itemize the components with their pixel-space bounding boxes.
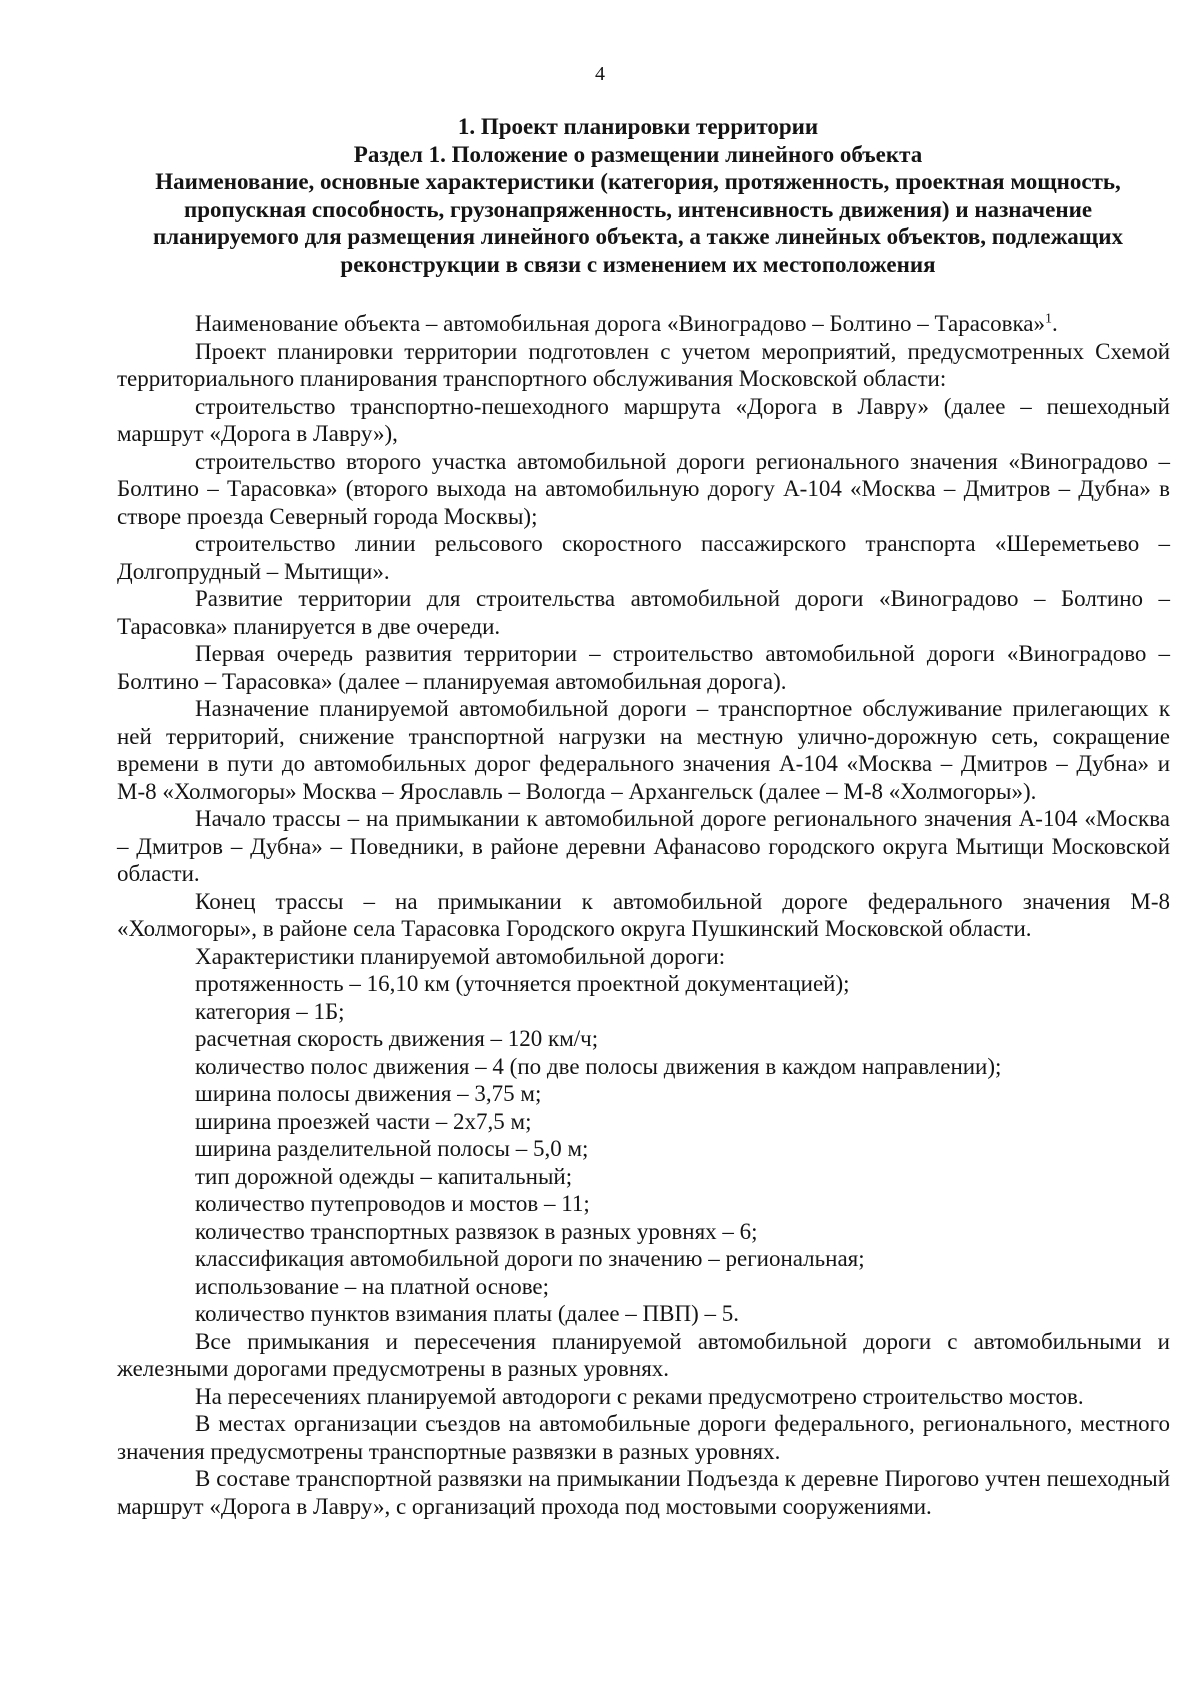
heading-description-line: пропускная способность, грузонапряженность, интенсивность движения) и назначение xyxy=(183,196,1093,222)
characteristic-item: количество полос движения – 4 (по две полосы движения в каждом направлении); xyxy=(195,1053,1002,1079)
page-number: 4 xyxy=(595,63,605,85)
paragraph: строительство транспортно-пешеходного маршрута «Дорога в Лавру» (далее – пешеходный маршрут «Дорога в Лавру»), xyxy=(117,393,1170,446)
object-name-text: Наименование объекта – автомобильная дорога «Виноградово – Болтино – Тарасовка» xyxy=(195,311,1046,336)
heading-description-line: Наименование, основные характеристики (категория, протяженность, проектная мощность, xyxy=(155,169,1121,194)
paragraph: Проект планировки территории подготовлен с учетом мероприятий, предусмотренных Схемой территориального планирования транспортного обслуживания Московской области: xyxy=(117,338,1170,391)
body-text xyxy=(117,310,1170,1520)
characteristic-item: тип дорожной одежды – капитальный; xyxy=(195,1163,573,1189)
paragraph: Начало трассы – на примыкании к автомобильной дороге регионального значения А-104 «Москва – Дмитров – Дубна» – Поведники, в районе деревни Афанасово городского округа Мытищи Московской области. xyxy=(117,806,1170,886)
paragraph: Конец трассы – на примыкании к автомобильной дороге федерального значения М-8 «Холмогоры», в районе села Тарасовка Городского округа Пушкинский Московской области. xyxy=(117,888,1170,941)
characteristic-item: ширина проезжей части – 2х7,5 м; xyxy=(195,1108,532,1134)
paragraph-object-name xyxy=(117,310,1170,338)
characteristic-item: использование – на платной основе; xyxy=(195,1273,550,1299)
paragraph: строительство линии рельсового скоростного пассажирского транспорта «Шереметьево – Долгопрудный – Мытищи». xyxy=(117,531,1170,584)
paragraph: Все примыкания и пересечения планируемой автомобильной дороги с автомобильными и железными дорогами предусмотрены в разных уровнях. xyxy=(117,1328,1170,1381)
paragraph: Первая очередь развития территории – строительство автомобильной дороги «Виноградово – Болтино – Тарасовка» (далее – планируемая автомобильная дорога). xyxy=(117,641,1170,694)
heading-description-line: планируемого для размещения линейного объекта, а также линейных объектов, подлежащих xyxy=(153,224,1123,249)
characteristic-item: количество путепроводов и мостов – 11; xyxy=(195,1191,590,1216)
characteristic-item: категория – 1Б; xyxy=(195,998,345,1024)
paragraph: Характеристики планируемой автомобильной дороги: xyxy=(195,943,726,969)
characteristic-item: протяженность – 16,10 км (уточняется проектной документацией); xyxy=(195,971,850,996)
paragraph: На пересечениях планируемой автодороги с реками предусмотрено строительство мостов. xyxy=(195,1383,1084,1409)
paragraph: В местах организации съездов на автомобильные дороги федерального, регионального, местного значения предусмотрены транспортные развязки в разных уровнях. xyxy=(117,1411,1170,1464)
characteristic-item: количество пунктов взимания платы (далее – ПВП) – 5. xyxy=(195,1301,739,1326)
characteristic-item: ширина разделительной полосы – 5,0 м; xyxy=(195,1136,589,1161)
heading-description-line: реконструкции в связи с изменением их местоположения xyxy=(340,251,936,277)
paragraph: Назначение планируемой автомобильной дороги – транспортное обслуживание прилегающих к ней территорий, снижение транспортной нагрузки на местную улично-дорожную сеть, сокращение времени в пути до автомобильных дорог федерального значения А-104 «Москва – Дмитров – Дубна» и М-8 «Холмогоры» Москва – Ярославль – Вологда – Архангельск (далее – М-8 «Холмогоры»). xyxy=(117,696,1170,804)
characteristic-item: ширина полосы движения – 3,75 м; xyxy=(195,1081,542,1106)
section-heading xyxy=(108,113,1168,278)
characteristic-item: расчетная скорость движения – 120 км/ч; xyxy=(195,1026,599,1051)
characteristic-item: классификация автомобильной дороги по значению – региональная; xyxy=(195,1246,865,1271)
footnote-marker: 1 xyxy=(1045,311,1053,327)
period: . xyxy=(1052,311,1058,336)
paragraph: строительство второго участка автомобильной дороги регионального значения «Виноградово – Болтино – Тарасовка» (второго выхода на автомобильную дорогу А-104 «Москва – Дмитров – Дубна» в створе проезда Северный города Москвы); xyxy=(117,448,1170,529)
paragraph: В составе транспортной развязки на примыкании Подъезда к деревне Пирогово учтен пешеходный маршрут «Дорога в Лавру», с организаций прохода под мостовыми сооружениями. xyxy=(117,1466,1170,1519)
characteristic-item: количество транспортных развязок в разных уровнях – 6; xyxy=(195,1218,758,1244)
heading-section: Раздел 1. Положение о размещении линейного объекта xyxy=(353,141,923,167)
heading-title: 1. Проект планировки территории xyxy=(457,114,819,139)
paragraph: Развитие территории для строительства автомобильной дороги «Виноградово – Болтино – Тарасовка» планируется в две очереди. xyxy=(117,586,1170,639)
